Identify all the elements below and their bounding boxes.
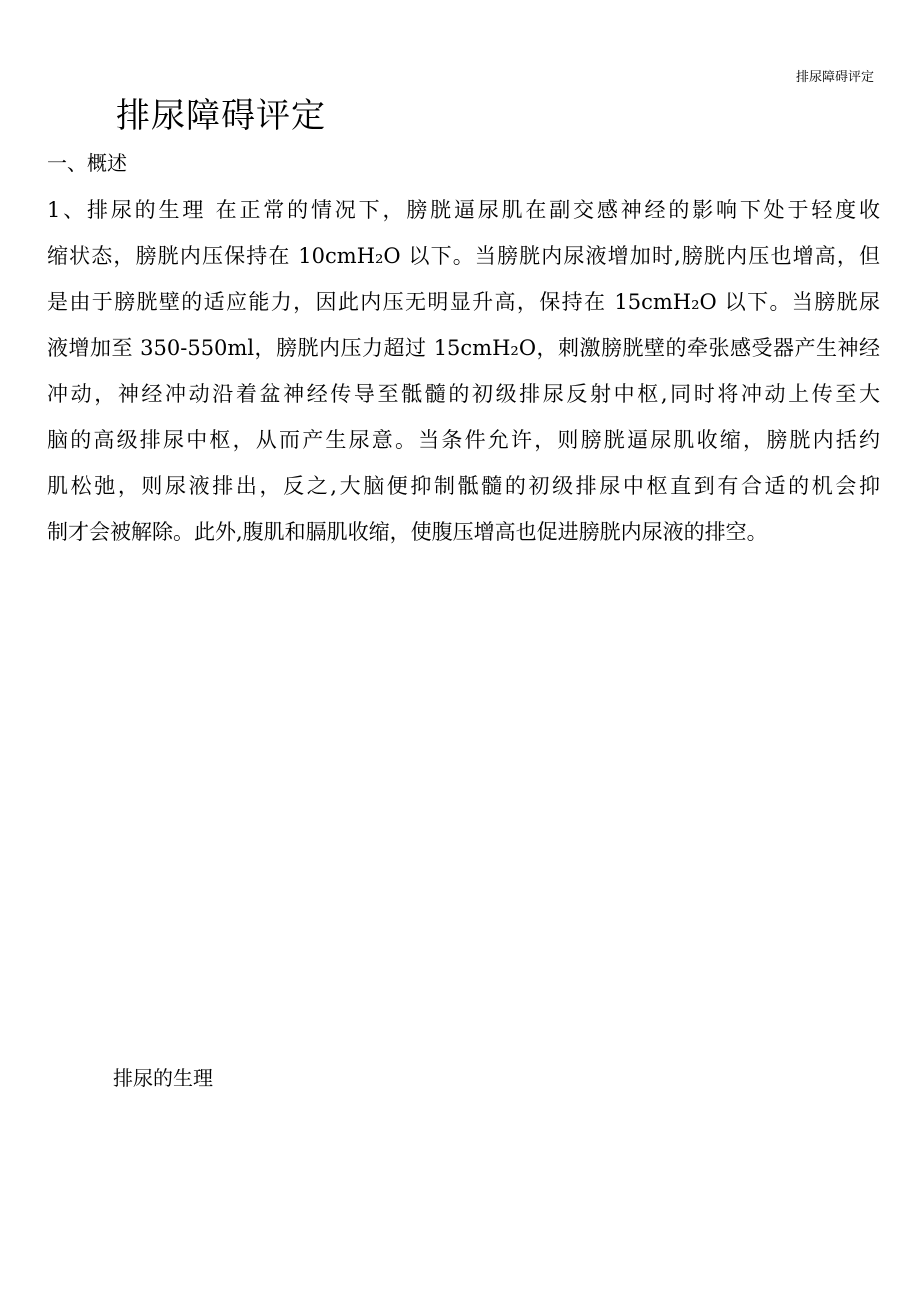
paragraph-line: 制才会被解除。此外,腹肌和膈肌收缩，使腹压增高也促进膀胱内尿液的排空。	[47, 520, 768, 544]
section-heading: 一、概述	[47, 151, 127, 175]
running-header: 排尿障碍评定	[795, 70, 874, 85]
paragraph-line: 冲动，神经冲动沿着盆神经传导至骶髓的初级排尿反射中枢,同时将冲动上传至大	[47, 382, 880, 406]
body-paragraph	[47, 193, 880, 561]
paragraph-line: 缩状态，膀胱内压保持在 10cmH₂O 以下。当膀胱内尿液增加时,膀胱内压也增高，但	[47, 244, 880, 268]
page-title: 排尿障碍评定	[116, 96, 326, 136]
paragraph-line: 1、排尿的生理 在正常的情况下，膀胱逼尿肌在副交感神经的影响下处于轻度收	[47, 198, 880, 222]
paragraph-line: 脑的高级排尿中枢，从而产生尿意。当条件允许，则膀胱逼尿肌收缩，膀胱内括约	[47, 428, 880, 452]
figure-caption: 排尿的生理	[113, 1066, 213, 1090]
paragraph-line: 是由于膀胱壁的适应能力，因此内压无明显升高，保持在 15cmH₂O 以下。当膀胱尿	[47, 290, 880, 314]
paragraph-line: 液增加至 350-550ml，膀胱内压力超过 15cmH₂O，刺激膀胱壁的牵张感受器产生神经	[47, 336, 880, 360]
paragraph-line: 肌松弛，则尿液排出，反之,大脑便抑制骶髓的初级排尿中枢直到有合适的机会抑	[47, 474, 880, 498]
